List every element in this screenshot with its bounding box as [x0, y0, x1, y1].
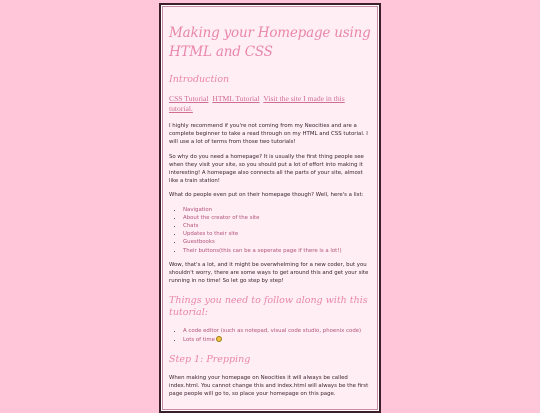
css-tutorial-link[interactable]: CSS Tutorial [169, 94, 209, 103]
intro-paragraph: I highly recommend if you're not coming from my Neocities and are a complete beginner to take a read through on my HTML and CSS tutorial. I will use a lot of terms from those two tutorials! [169, 123, 368, 146]
list-item: • Updates to their site [183, 230, 372, 238]
step1-heading: Step 1: Prepping [169, 353, 251, 365]
page-title: Making your Homepage using HTML and CSS [169, 25, 371, 60]
step1-paragraph: When making your homepage on Neocities it will always be called index.html. You cannot change this and index.html will always be the first page people will go to, so place your homepage on this page. [169, 374, 369, 398]
why-homepage-paragraph: So why do you need a homepage? It is usually the first thing people see when they visit your site, so you should put a lot of effort into making it interesting! A homepage also connects all the parts of your site, almost like a train station! [169, 153, 364, 185]
list-item: • Navigation [183, 206, 372, 214]
list-item: • Chats [183, 222, 372, 230]
visit-site-link[interactable]: Visit the site I made in this tutorial. [169, 94, 345, 113]
tutorial-page [159, 3, 381, 413]
lots-of-time-label: Lots of time [183, 336, 215, 343]
list-item: • A code editor (such as notepad, visual code studio, phoenix code) [183, 327, 372, 335]
homepage-contents-list [169, 206, 372, 255]
list-item: • About the creator of the site [183, 214, 372, 222]
grinning-sweat-emoji-icon [216, 336, 222, 342]
things-needed-list [169, 327, 372, 343]
after-list-paragraph: Wow, that's a lot, and it might be overwhelming for a new coder, but you shouldn't worry, there are some ways to get around this and get your site running in no time! So let go step by step! [169, 261, 369, 285]
list-intro-paragraph: What do people even put on their homepage though? Well, here's a list: [169, 192, 364, 199]
list-item [183, 336, 372, 344]
list-item: • Their buttons(this can be a seperate page if there is a lot!) [183, 247, 372, 255]
page-content [166, 8, 374, 404]
intro-heading: Introduction [169, 74, 230, 85]
html-tutorial-link[interactable]: HTML Tutorial [212, 94, 260, 103]
tutorial-links [169, 94, 372, 114]
list-item: • Guestbooks [183, 238, 372, 246]
things-needed-heading: Things you need to follow along with this tutorial: [169, 295, 368, 319]
